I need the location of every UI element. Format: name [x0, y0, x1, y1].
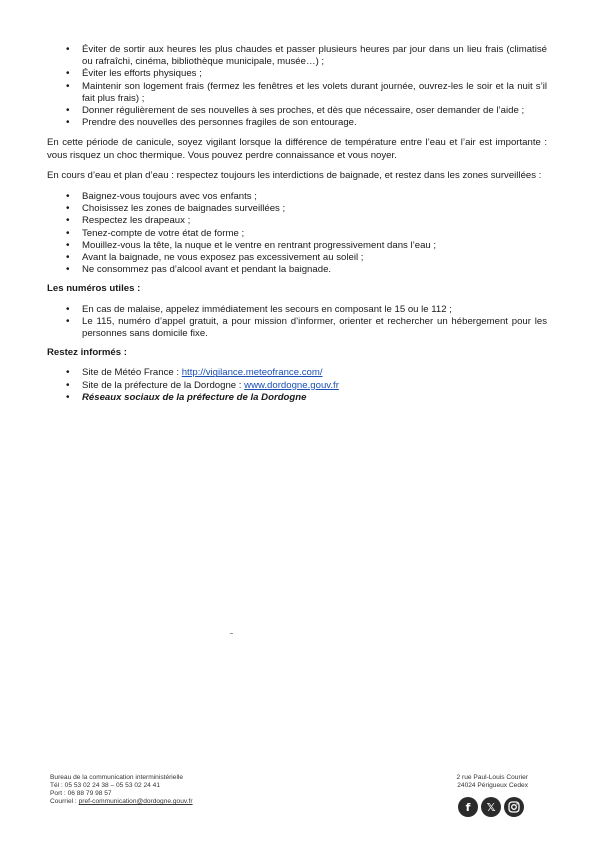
list-item: • Le 115, numéro d’appel gratuit, a pour mission d’informer, orienter et rechercher un hébergement pour les personnes sans domicile fixe. — [66, 316, 547, 340]
prefecture-link[interactable]: www.dordogne.gouv.fr — [244, 379, 339, 391]
paragraph-baignade: En cours d’eau et plan d’eau : respectez toujours les interdictions de baignade, et restez dans les zones surveillées : — [47, 169, 542, 181]
footer-courriel — [50, 798, 270, 806]
conseils-chaleur-list — [66, 44, 547, 129]
footer-address — [400, 774, 528, 790]
numeros-utiles-list — [66, 304, 547, 341]
list-item: • Prendre des nouvelles des personnes fragiles de son entourage. — [66, 117, 547, 129]
list-item: • Tenez-compte de votre état de forme ; — [66, 228, 547, 240]
restez-informes-list — [66, 367, 547, 404]
facebook-icon[interactable]: f — [458, 797, 478, 817]
footer-bureau: Bureau de la communication interministérielle — [50, 774, 184, 781]
list-item: • Avant la baignade, ne vous exposez pas excessivement au soleil ; — [66, 252, 547, 264]
list-item: • En cas de malaise, appelez immédiatement les secours en composant le 15 ou le 112 ; — [66, 304, 547, 316]
conseils-baignade-list — [66, 191, 547, 276]
heading-numeros-utiles: Les numéros utiles : — [47, 283, 141, 295]
prefecture-label: Site de la préfecture de la Dordogne : — [82, 379, 245, 391]
list-item — [66, 367, 547, 379]
reseaux-sociaux-text: Réseaux sociaux de la préfecture de la Dordogne — [82, 391, 307, 403]
list-item: • Respectez les drapeaux ; — [66, 215, 547, 227]
footer-city: 24024 Périgueux Cedex — [457, 782, 528, 790]
social-icons — [458, 797, 524, 817]
paragraph-canicule: En cette période de canicule, soyez vigilant lorsque la différence de température entre l’eau et l’air est importante : vous risquez un choc thermique. Vous pouvez perdre connaissance et vous noyer. — [47, 137, 547, 161]
heading-restez-informes: Restez informés : — [47, 347, 127, 359]
footer-tel: Tél : 05 53 02 24 38 – 05 53 02 24 41 — [50, 782, 160, 790]
meteo-france-link[interactable]: http://vigilance.meteofrance.com/ — [181, 367, 323, 379]
footer-courriel-label: Courriel : — [50, 798, 79, 806]
list-item: • Maintenir son logement frais (fermez les fenêtres et les volets durant journée, ouvrez-les le soir et la nuit s’il fait plus frais) ; — [66, 81, 547, 105]
list-item: • Baignez-vous toujours avec vos enfants ; — [66, 191, 547, 203]
footer-contact — [50, 774, 270, 806]
meteo-label: Site de Météo France : — [82, 367, 182, 379]
footer-port: Port : 06 88 79 98 57 — [50, 790, 112, 798]
stray-mark — [230, 633, 233, 634]
footer-street: 2 rue Paul-Louis Courier — [456, 774, 528, 781]
list-item: • Mouillez-vous la tête, la nuque et le ventre en rentrant progressivement dans l’eau ; — [66, 240, 547, 252]
list-item: • Éviter de sortir aux heures les plus chaudes et passer plusieurs heures par jour dans un lieu frais (climatisé ou rafraîchi, cinéma, bibliothèque municipale, musée…) ; — [66, 44, 547, 68]
list-item: • Éviter les efforts physiques ; — [66, 68, 547, 80]
footer-email-link[interactable]: pref-communication@dordogne.gouv.fr — [78, 798, 193, 806]
list-item: • Choisissez les zones de baignades surveillées ; — [66, 203, 547, 215]
x-icon[interactable]: 𝕏 — [481, 797, 501, 817]
list-item: • Donner régulièrement de ses nouvelles à ses proches, et dès que nécessaire, oser demander de l’aide ; — [66, 105, 547, 117]
list-item — [66, 392, 547, 404]
list-item: • Ne consommez pas d’alcool avant et pendant la baignade. — [66, 264, 547, 276]
document-body — [47, 44, 547, 404]
instagram-icon[interactable] — [504, 797, 524, 817]
list-item — [66, 380, 547, 392]
